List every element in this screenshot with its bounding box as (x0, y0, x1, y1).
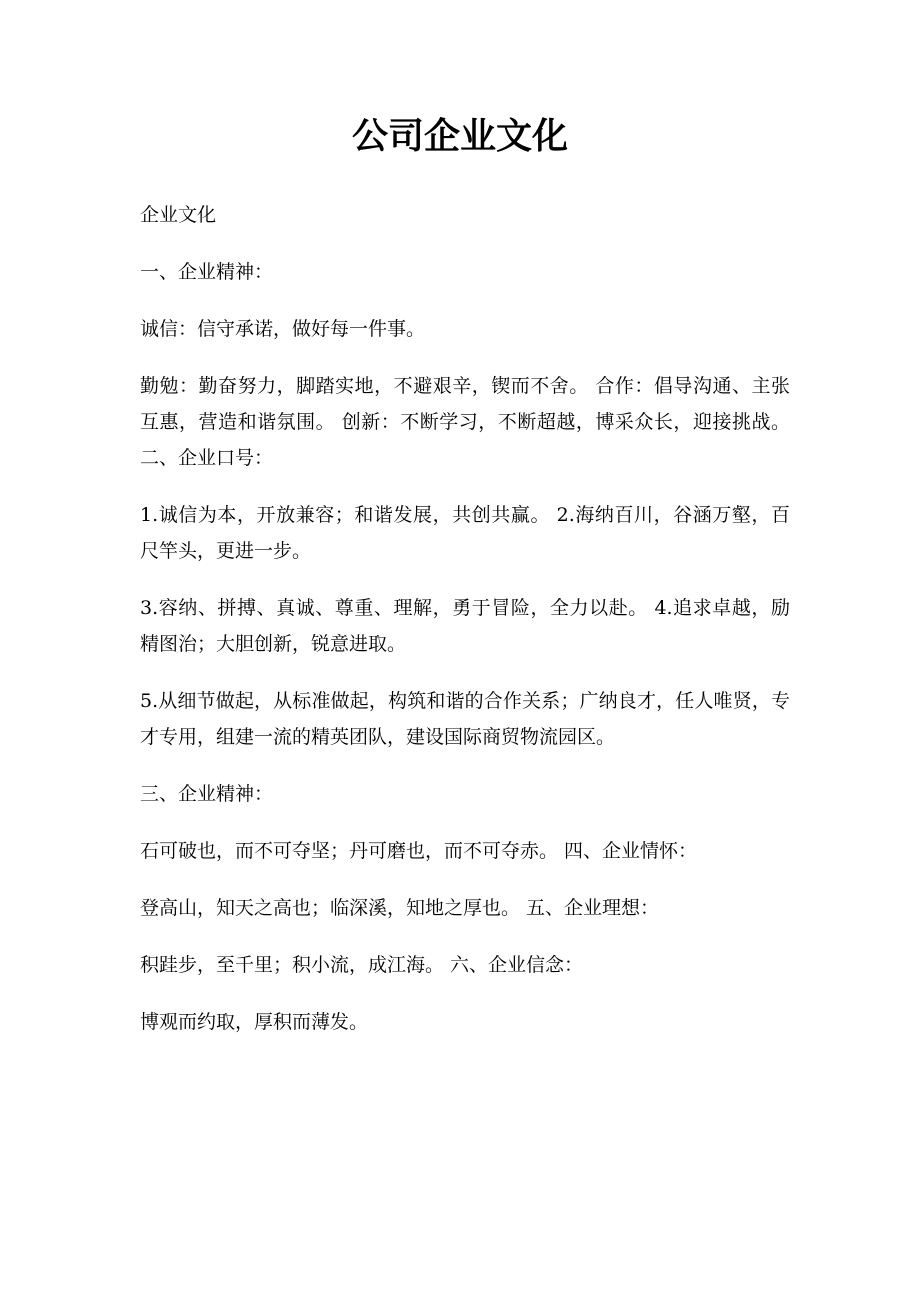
section-heading: 三、企业精神： (140, 783, 274, 805)
paragraph: 登高山，知天之高也；临深溪，知地之厚也。 五、企业理想： (140, 897, 660, 919)
paragraph: 博观而约取，厚积而薄发。 (140, 1011, 369, 1033)
section-heading: 企业文化 (140, 204, 217, 226)
paragraph: 3.容纳、拼搏、真诚、尊重、理解，勇于冒险，全力以赴。 4.追求卓越，励精图治；大胆创新，锐意进取。 (140, 597, 790, 655)
paragraph: 诚信：信守承诺，做好每一件事。 (140, 318, 426, 340)
paragraph: 石可破也，而不可夺坚；丹可磨也，而不可夺赤。 四、企业情怀： (140, 840, 698, 862)
paragraph: 积跬步，至千里；积小流，成江海。 六、企业信念： (140, 954, 584, 976)
document-title: 公司企业文化 (351, 115, 568, 157)
paragraph: 勤勉：勤奋努力，脚踏实地，不避艰辛，锲而不舍。 合作：倡导沟通、主张互惠，营造和谐氛围。 创新：不断学习，不断超越，博采众长，迎接挑战。 二、企业口号： (140, 375, 797, 469)
document-body (140, 197, 797, 1061)
section-heading: 一、企业精神： (140, 261, 274, 283)
paragraph: 5.从细节做起，从标准做起，构筑和谐的合作关系；广纳良才，任人唯贤，专才专用，组建一流的精英团队，建设国际商贸物流园区。 (140, 690, 790, 748)
paragraph: 1.诚信为本，开放兼容；和谐发展，共创共赢。 2.海纳百川，谷涵万壑，百尺竿头，更进一步。 (140, 504, 790, 562)
